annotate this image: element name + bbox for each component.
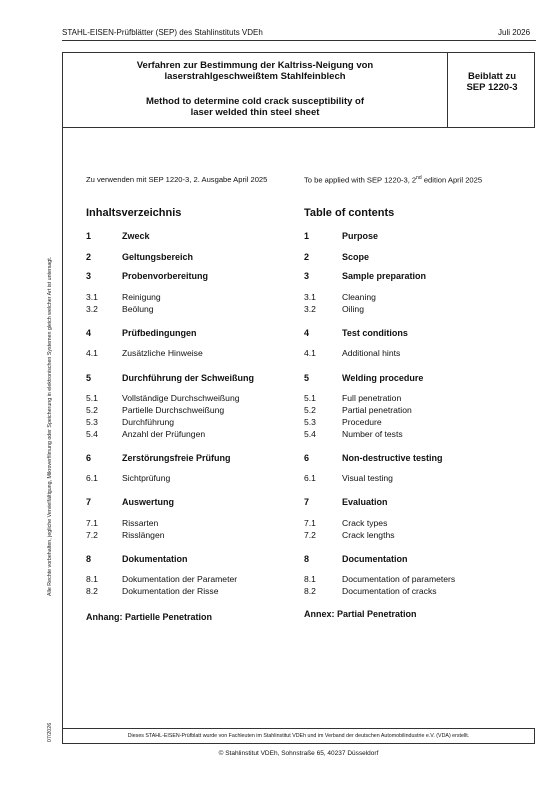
applicability-english [304,175,482,185]
toc-number-de: 5.1 [86,393,98,403]
toc-number-en: 8.1 [304,574,316,584]
applicability-german: Zu verwenden mit SEP 1220-3, 2. Ausgabe April 2025 [86,175,268,184]
toc-number-en: 7.2 [304,530,316,540]
toc-number-en: 5.4 [304,429,316,439]
toc-title-de: Durchführung [122,417,175,427]
header-rule [62,40,536,41]
copyright: © Stahlinstitut VDEh, Sohnstraße 65, 40237 Düsseldorf [218,750,379,757]
toc-number-de: 7.2 [86,530,98,540]
toc-number-en: 4 [304,328,310,338]
title-english-line-1: Method to determine cold crack susceptibility of [145,96,364,107]
toc-title-de: Zerstörungsfreie Prüfung [122,453,231,463]
left-margin-rule [62,128,63,728]
toc-number-de: 8.1 [86,574,98,584]
toc-number-de: 6 [86,453,92,463]
toc-title-de: Vollständige Durchschweißung [122,393,240,403]
toc-number-en: 5.3 [304,417,316,427]
toc-number-de: 4.1 [86,348,98,358]
toc-number-de: 5.2 [86,405,98,415]
applicability-english-text: To be applied with SEP 1220-3, 2 [304,175,417,185]
document-code [448,71,536,93]
toc-number-en: 5.2 [304,405,316,415]
toc-number-de: 3 [86,271,92,281]
toc-number-de: 8.2 [86,586,98,596]
side-edition-code: 07/2026 [47,722,53,742]
toc-title-en: Documentation [342,554,408,564]
toc-heading-english: Table of contents [304,207,395,219]
title-english-line-2: laser welded thin steel sheet [190,107,320,118]
toc-title-en: Full penetration [342,393,402,403]
toc-number-en: 2 [304,252,310,262]
toc-title-de: Sichtprüfung [122,473,171,483]
toc-number-en: 8 [304,554,310,564]
toc-title-en: Documentation of parameters [342,574,456,584]
toc-number-de: 2 [86,252,92,262]
toc-title-en: Non-destructive testing [342,453,443,463]
toc-title-de: Reinigung [122,292,161,302]
toc-title-de: Beölung [122,304,154,314]
toc-number-en: 5 [304,373,310,383]
toc-title-en: Purpose [342,231,379,241]
toc-title-de: Partielle Durchschweißung [122,405,225,415]
toc-title-de: Dokumentation [122,554,188,564]
toc-title-en: Cleaning [342,292,376,302]
toc-title-de: Anzahl der Prüfungen [122,429,206,439]
toc-title-de: Dokumentation der Parameter [122,574,238,584]
toc-title-en: Additional hints [342,348,401,358]
title-german [63,60,447,82]
toc-title-en: Visual testing [342,473,393,483]
toc-title-en: Evaluation [342,497,388,507]
toc-number-de: 7 [86,497,92,507]
title-box [62,52,535,128]
toc-number-de: 5 [86,373,92,383]
toc-number-en: 7 [304,497,310,507]
toc-title-de: Rissarten [122,518,159,528]
title-german-line-1: Verfahren zur Bestimmung der Kaltriss-Neigung von [136,60,374,71]
toc-number-en: 1 [304,231,310,241]
toc-title-en: Documentation of cracks [342,586,437,596]
rights-notice: Alle Rechte vorbehalten, jegliche Vervielfältigung, Mikroverfilmung oder Speicherung in elektronischen Systemen gleich welcher Art ist untersagt. [47,256,53,596]
toc-title-en: Scope [342,252,370,262]
toc-title-de: Dokumentation der Risse [122,586,219,596]
toc-number-en: 8.2 [304,586,316,596]
toc-title-en: Number of tests [342,429,403,439]
applicability-english-superscript: nd [416,175,422,181]
toc-title-en: Sample preparation [342,271,427,281]
document-code-line-2: SEP 1220-3 [466,82,518,93]
toc-number-en: 3.2 [304,304,316,314]
header-series-title: STAHL-EISEN-Prüfblätter (SEP) des Stahlinstituts VDEh [62,28,263,37]
toc-title-en: Welding procedure [342,373,424,383]
toc-number-en: 4.1 [304,348,316,358]
toc-number-de: 3.1 [86,292,98,302]
toc-number-de: 3.2 [86,304,98,314]
toc-title-en: Crack lengths [342,530,395,540]
toc-number-de: 5.3 [86,417,98,427]
toc-number-en: 5.1 [304,393,316,403]
toc-number-de: 8 [86,554,92,564]
toc-number-en: 6.1 [304,473,316,483]
applicability-english-suffix: edition April 2025 [421,175,483,185]
toc-title-en: Partial penetration [342,405,412,415]
toc-title-en: Test conditions [342,328,408,338]
annex-english: Annex: Partial Penetration [304,609,417,619]
toc-title-de: Auswertung [122,497,175,507]
toc-number-en: 7.1 [304,518,316,528]
title-german-line-2: laserstrahlgeschweißtem Stahlfeinblech [164,71,346,82]
toc-title-de: Zusätzliche Hinweise [122,348,203,358]
toc-number-en: 6 [304,453,310,463]
toc-title-en: Oiling [342,304,364,314]
annex-german: Anhang: Partielle Penetration [86,612,213,622]
footer-note: Dieses STAHL-EISEN-Prüfblatt wurde von Fachleuten im Stahlinstitut VDEh und im Verband der deutschen Automobilindustrie e.V. (VDA) erstellt. [62,728,535,744]
toc-number-de: 1 [86,231,92,241]
toc-number-de: 4 [86,328,92,338]
toc-title-de: Zweck [122,231,150,241]
toc-number-de: 6.1 [86,473,98,483]
toc-title-de: Durchführung der Schweißung [122,373,254,383]
toc-title-en: Crack types [342,518,388,528]
title-english [63,96,447,118]
document-code-line-1: Beiblatt zu [467,71,517,82]
toc-number-en: 3 [304,271,310,281]
toc-number-en: 3.1 [304,292,316,302]
toc-title-en: Procedure [342,417,382,427]
toc-title-de: Prüfbedingungen [122,328,197,338]
header-date: Juli 2026 [498,28,531,37]
toc-number-de: 5.4 [86,429,98,439]
toc-heading-german: Inhaltsverzeichnis [86,207,182,219]
toc-number-de: 7.1 [86,518,98,528]
toc-title-de: Risslängen [122,530,165,540]
toc-title-de: Probenvorbereitung [122,271,209,281]
toc-title-de: Geltungsbereich [122,252,194,262]
